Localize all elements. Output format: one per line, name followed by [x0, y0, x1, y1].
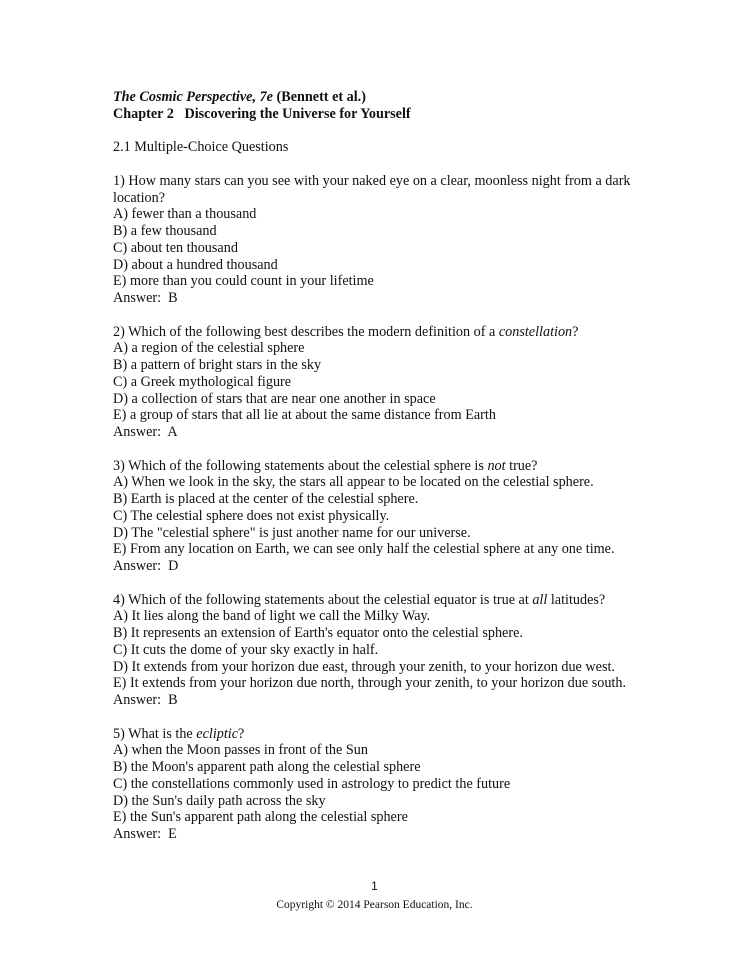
answer-option: E) It extends from your horizon due north, through your zenith, to your horizon due south. — [113, 675, 627, 692]
answer-key: Answer: B — [113, 692, 178, 708]
question-block — [113, 173, 713, 307]
answer-option: D) about a hundred thousand — [113, 256, 278, 273]
answer-option: E) From any location on Earth, we can see only half the celestial sphere at any one time. — [113, 541, 615, 558]
answer-option: B) the Moon's apparent path along the celestial sphere — [113, 759, 421, 775]
question-text-end: ? — [572, 323, 579, 340]
answer-option: B) a few thousand — [113, 223, 217, 239]
answer-option: C) the constellations commonly used in astrology to predict the future — [113, 775, 511, 792]
question-stem — [113, 726, 713, 743]
question-text-end: latitudes? — [547, 591, 606, 608]
question-stem — [113, 592, 713, 609]
question-stem — [113, 190, 713, 207]
answer-option: E) a group of stars that all lie at about the same distance from Earth — [113, 407, 496, 424]
spacer — [113, 441, 713, 458]
book-authors: (Bennett et al.) — [272, 89, 366, 105]
answer-key: Answer: A — [113, 424, 178, 440]
answer-option: A) When we look in the sky, the stars all appear to be located on the celestial sphere. — [113, 474, 594, 491]
question-text: location? — [113, 189, 165, 206]
answer-option: B) a pattern of bright stars in the sky — [113, 357, 322, 373]
question-stem — [113, 324, 713, 341]
question-text: 1) How many stars can you see with your naked eye on a clear, moonless night from a dark — [113, 172, 631, 189]
answer-option: E) more than you could count in your lifetime — [113, 273, 374, 290]
page-number: 1 — [371, 879, 378, 893]
answer-option: D) The "celestial sphere" is just another name for our universe. — [113, 524, 471, 541]
spacer — [113, 575, 713, 592]
answer-option: C) about ten thousand — [113, 239, 238, 256]
question-block — [113, 458, 713, 575]
copyright-notice: Copyright © 2014 Pearson Education, Inc. — [276, 899, 473, 911]
answer-option: B) It represents an extension of Earth's equator onto the celestial sphere. — [113, 625, 523, 641]
question-text-end: true? — [505, 457, 538, 474]
question-block — [113, 592, 713, 709]
question-text: 5) What is the — [113, 725, 197, 742]
answer-option: C) It cuts the dome of your sky exactly in half. — [113, 641, 379, 658]
answer-option: B) Earth is placed at the center of the celestial sphere. — [113, 491, 419, 507]
answer-option: E) the Sun's apparent path along the celestial sphere — [113, 809, 408, 826]
answer-option: C) The celestial sphere does not exist physically. — [113, 507, 390, 524]
section-heading: 2.1 Multiple-Choice Questions — [113, 139, 289, 156]
answer-option: A) fewer than a thousand — [113, 206, 257, 223]
question-stem — [113, 458, 713, 475]
question-block — [113, 324, 713, 441]
chapter-title: Chapter 2 Discovering the Universe for Yourself — [113, 105, 411, 122]
answer-key: Answer: E — [113, 826, 177, 842]
question-emphasis: not — [487, 457, 506, 474]
answer-option: A) a region of the celestial sphere — [113, 340, 305, 357]
answer-key: Answer: D — [113, 558, 179, 574]
answer-key: Answer: B — [113, 290, 178, 306]
question-list — [113, 156, 713, 843]
question-text: 4) Which of the following statements about the celestial equator is true at — [113, 591, 533, 608]
question-block — [113, 726, 713, 843]
question-emphasis: constellation — [498, 323, 573, 340]
question-emphasis: ecliptic — [196, 725, 239, 742]
spacer — [113, 156, 713, 173]
book-header — [113, 89, 713, 106]
answer-option: D) the Sun's daily path across the sky — [113, 792, 326, 809]
question-text-end: ? — [238, 725, 245, 742]
question-stem — [113, 173, 713, 190]
document-body — [113, 89, 713, 843]
answer-option: C) a Greek mythological figure — [113, 373, 292, 390]
page-footer — [0, 878, 749, 913]
spacer — [113, 307, 713, 324]
question-text: 2) Which of the following best describes the modern definition of a — [113, 323, 499, 340]
answer-option: A) It lies along the band of light we call the Milky Way. — [113, 608, 431, 625]
spacer — [113, 709, 713, 726]
answer-option: A) when the Moon passes in front of the Sun — [113, 742, 368, 759]
answer-option: D) a collection of stars that are near one another in space — [113, 390, 436, 407]
book-title: The Cosmic Perspective, 7e — [113, 89, 273, 105]
question-text: 3) Which of the following statements about the celestial sphere is — [113, 457, 488, 474]
question-emphasis: all — [532, 591, 548, 608]
answer-option: D) It extends from your horizon due east, through your zenith, to your horizon due west. — [113, 658, 615, 675]
